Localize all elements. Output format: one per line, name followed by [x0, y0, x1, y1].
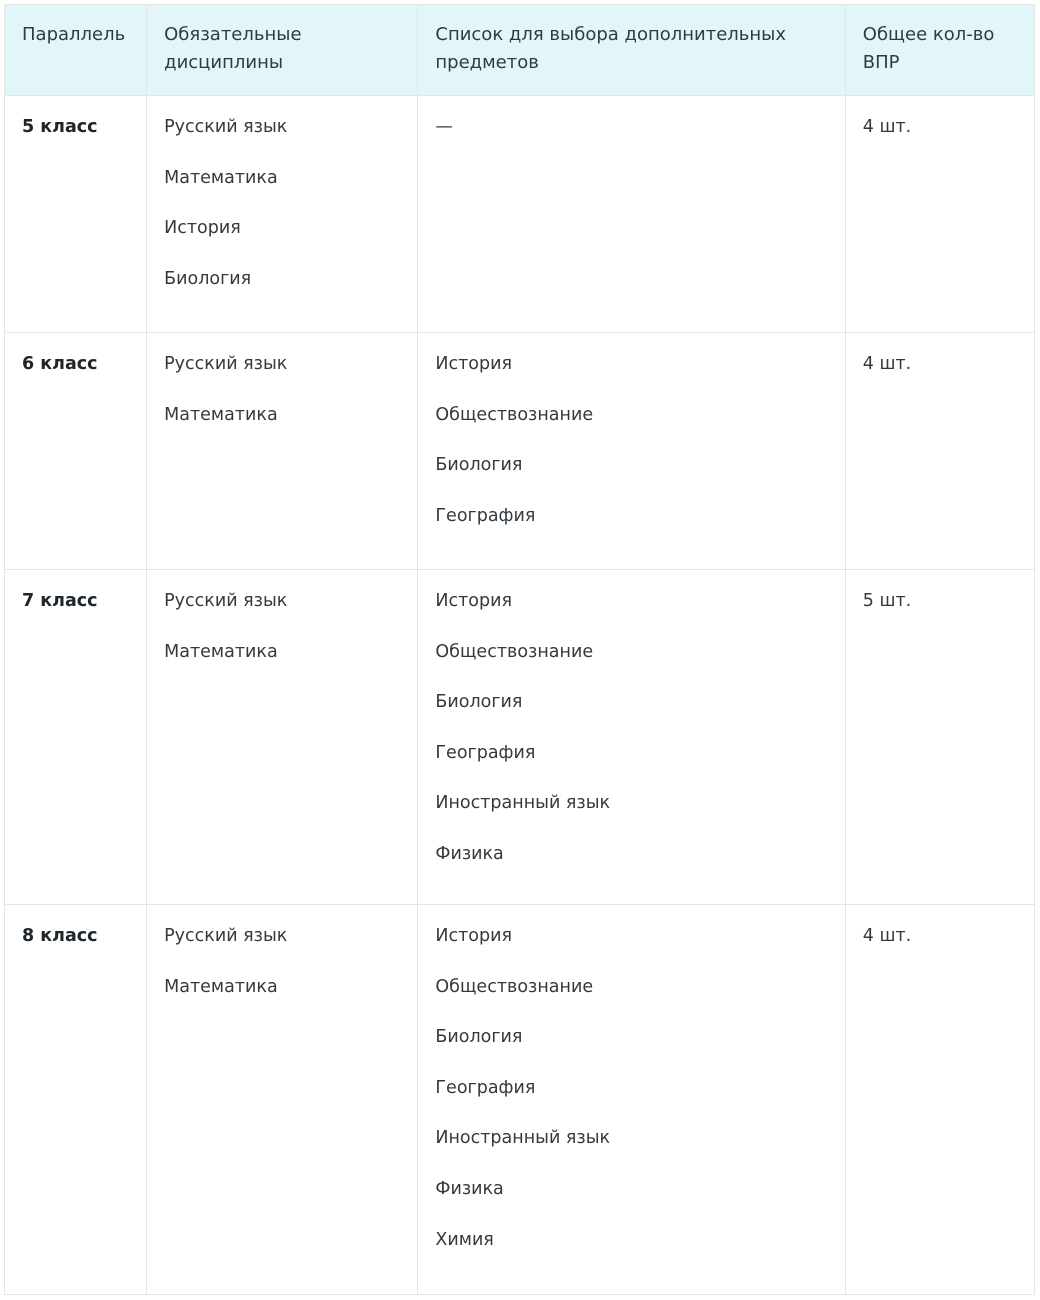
list-item: География — [435, 742, 536, 763]
list-item: — — [435, 117, 453, 137]
grade-cell: 8 класс — [5, 905, 147, 1295]
header-required: Обязательные дисциплины — [147, 5, 418, 96]
list-item: Обществознание — [435, 976, 594, 997]
list-item: Математика — [164, 976, 278, 997]
optional-list — [435, 922, 830, 1254]
vpr-subjects-table — [4, 4, 1035, 1295]
list-item: История — [164, 218, 241, 239]
list-item: География — [435, 1077, 536, 1098]
list-item: Обществознание — [435, 641, 594, 662]
table-row — [5, 96, 1035, 333]
list-item: Обществознание — [435, 404, 594, 425]
required-cell — [147, 96, 418, 333]
list-item: История — [435, 591, 512, 611]
required-list — [164, 113, 403, 293]
required-cell — [147, 905, 418, 1295]
table-header-row — [5, 5, 1035, 96]
table-row — [5, 570, 1035, 905]
list-item: Биология — [435, 1027, 523, 1048]
total-cell: 4 шт. — [845, 96, 1034, 333]
list-item: География — [435, 505, 536, 526]
optional-cell — [418, 96, 845, 333]
grade-cell: 5 класс — [5, 96, 147, 333]
list-item: Биология — [435, 692, 523, 713]
required-list — [164, 922, 403, 1001]
list-item: Математика — [164, 167, 278, 188]
header-total: Общее кол-во ВПР — [845, 5, 1034, 96]
required-cell — [147, 333, 418, 570]
total-cell: 5 шт. — [845, 570, 1034, 905]
required-list — [164, 350, 403, 429]
list-item: Иностранный язык — [435, 793, 611, 814]
list-item: Русский язык — [164, 926, 288, 946]
list-item: История — [435, 926, 512, 946]
list-item: Иностранный язык — [435, 1128, 611, 1149]
required-list — [164, 587, 403, 666]
list-item: Физика — [435, 843, 504, 864]
optional-cell — [418, 333, 845, 570]
list-item: Математика — [164, 641, 278, 662]
list-item: Химия — [435, 1229, 494, 1250]
table-row — [5, 333, 1035, 570]
grade-cell: 7 класс — [5, 570, 147, 905]
total-cell: 4 шт. — [845, 905, 1034, 1295]
optional-cell — [418, 570, 845, 905]
optional-list — [435, 587, 830, 868]
list-item: Математика — [164, 404, 278, 425]
list-item: Русский язык — [164, 591, 288, 611]
grade-cell: 6 класс — [5, 333, 147, 570]
list-item: Биология — [164, 268, 252, 289]
required-cell — [147, 570, 418, 905]
table-row — [5, 905, 1035, 1295]
list-item: Русский язык — [164, 354, 288, 374]
optional-list — [435, 113, 830, 141]
list-item: Биология — [435, 455, 523, 476]
optional-list — [435, 350, 830, 530]
total-cell: 4 шт. — [845, 333, 1034, 570]
optional-cell — [418, 905, 845, 1295]
header-grade: Параллель — [5, 5, 147, 96]
header-optional: Список для выбора дополнительных предметов — [418, 5, 845, 96]
list-item: История — [435, 354, 512, 374]
list-item: Физика — [435, 1178, 504, 1199]
list-item: Русский язык — [164, 117, 288, 137]
